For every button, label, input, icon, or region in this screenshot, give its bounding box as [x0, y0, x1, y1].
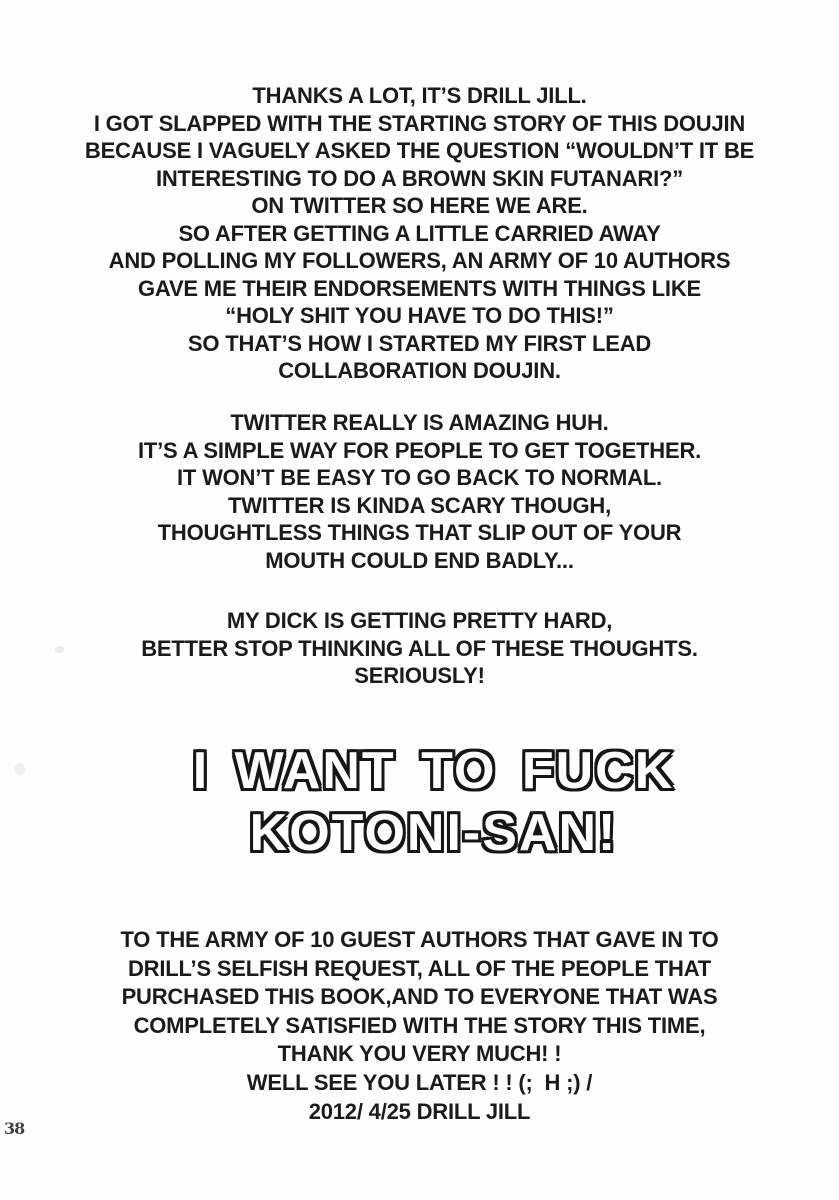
- text-line: IT WON’T BE EASY TO GO BACK TO NORMAL.: [177, 465, 662, 490]
- text-line: IT’S A SIMPLE WAY FOR PEOPLE TO GET TOGETHER.: [137, 437, 702, 463]
- text-line: SERIOUSLY!: [354, 663, 485, 688]
- afterword-closing-thanks: [0, 926, 839, 1126]
- headline: [14, 740, 839, 864]
- text-line: COLLABORATION DOUJIN.: [278, 358, 561, 383]
- text-line: TWITTER REALLY IS AMAZING HUH.: [230, 410, 609, 435]
- afterword-paragraph-thoughts: [0, 607, 839, 690]
- text-line: “HOLY SHIT YOU HAVE TO DO THIS!”: [225, 303, 614, 328]
- headline-line-2: KOTONI-SAN!: [249, 804, 618, 862]
- text-line: TO THE ARMY OF 10 GUEST AUTHORS THAT GAVE IN TO: [120, 927, 719, 952]
- text-line: SO THAT’S HOW I STARTED MY FIRST LEAD: [187, 330, 652, 356]
- text-line: INTERESTING TO DO A BROWN SKIN FUTANARI?”: [155, 165, 684, 191]
- text-line: GAVE ME THEIR ENDORSEMENTS WITH THINGS LIKE: [137, 275, 701, 301]
- text-line: ON TWITTER SO HERE WE ARE.: [251, 193, 588, 218]
- afterword-paragraph-intro: [0, 82, 839, 385]
- text-line: PURCHASED THIS BOOK,AND TO EVERYONE THAT WAS: [121, 984, 718, 1010]
- text-line: BECAUSE I VAGUELY ASKED THE QUESTION “WOULDN’T IT BE: [84, 138, 755, 163]
- scan-speck: [14, 763, 25, 775]
- text-line: WELL SEE YOU LATER ! ! (; H ;) /: [246, 1069, 593, 1095]
- page-number: 38: [4, 1119, 25, 1138]
- text-line: THOUGHTLESS THINGS THAT SLIP OUT OF YOUR: [157, 520, 682, 545]
- text-line: MOUTH COULD END BADLY...: [265, 547, 574, 573]
- scan-speck: [55, 646, 64, 653]
- afterword-paragraph-twitter: [0, 409, 839, 574]
- text-line: 2012/ 4/25 DRILL JILL: [308, 1098, 531, 1124]
- text-line: THANK YOU VERY MUCH! !: [277, 1041, 562, 1067]
- text-line: SO AFTER GETTING A LITTLE CARRIED AWAY: [178, 220, 661, 246]
- text-line: TWITTER IS KINDA SCARY THOUGH,: [227, 492, 612, 518]
- text-line: AND POLLING MY FOLLOWERS, AN ARMY OF 10 AUTHORS: [108, 248, 731, 273]
- text-line: DRILL’S SELFISH REQUEST, ALL OF THE PEOPLE THAT: [127, 955, 711, 981]
- text-line: I GOT SLAPPED WITH THE STARTING STORY OF THIS DOUJIN: [93, 110, 746, 136]
- text-line: BETTER STOP THINKING ALL OF THESE THOUGHTS.: [141, 635, 698, 661]
- text-line: THANKS A LOT, IT’S DRILL JILL.: [252, 83, 587, 108]
- text-line: MY DICK IS GETTING PRETTY HARD,: [226, 608, 613, 633]
- headline-line-1: I WANT TO FUCK: [192, 742, 675, 800]
- text-line: COMPLETELY SATISFIED WITH THE STORY THIS TIME,: [133, 1012, 706, 1038]
